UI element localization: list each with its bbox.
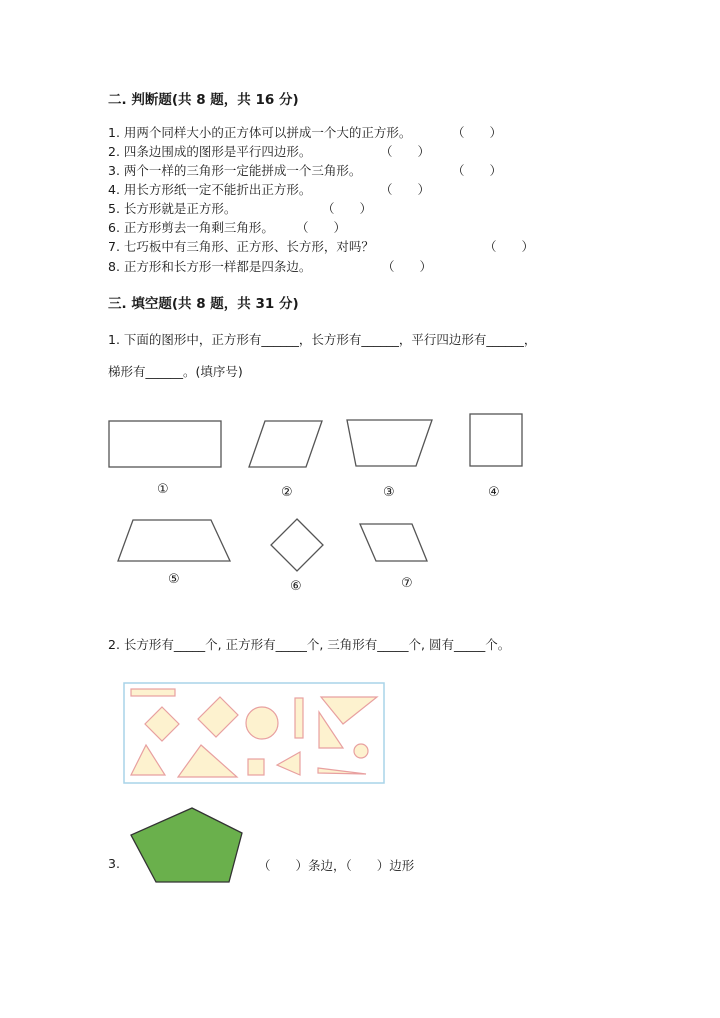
judge-question-6: 6. 正方形剪去一角剩三角形。: [108, 220, 274, 235]
judge-answer-blank-4[interactable]: （ ）: [380, 182, 431, 197]
shape-label-5: ⑤: [168, 572, 180, 587]
shape-label-3: ③: [383, 485, 395, 500]
fill-question-1-line1: 1. 下面的图形中，正方形有______，长方形有______，平行四边形有______，: [108, 332, 537, 347]
shape-3-trapezoid: [347, 420, 432, 466]
judge-question-2: 2. 四条边围成的图形是平行四边形。: [108, 144, 312, 159]
fill-question-1-line2: 梯形有______。(填序号): [108, 364, 243, 379]
count-square-small: [248, 759, 264, 775]
count-rectangle-vertical: [295, 698, 303, 738]
count-triangle-thin: [318, 768, 366, 774]
fill-question-3-number: 3.: [108, 856, 120, 871]
shape-2-parallelogram: [249, 421, 322, 467]
shape-label-2: ②: [281, 485, 293, 500]
judge-question-7: 7. 七巧板中有三角形、正方形、长方形，对吗？: [108, 239, 374, 254]
count-square-tilted: [198, 697, 238, 737]
shape-6-rotated-square: [271, 519, 323, 571]
shape-label-4: ④: [488, 485, 500, 500]
section2-heading: 二. 判断题(共 8 题，共 16 分): [108, 92, 299, 108]
count-square-diamond: [145, 707, 179, 741]
shape-5-trapezoid: [118, 520, 230, 561]
judge-answer-blank-1[interactable]: （ ）: [452, 125, 503, 140]
judge-answer-blank-3[interactable]: （ ）: [452, 163, 503, 178]
judge-question-5: 5. 长方形就是正方形。: [108, 201, 237, 216]
count-triangle-left: [131, 745, 165, 775]
judge-answer-blank-2[interactable]: （ ）: [380, 144, 431, 159]
shape-7-parallelogram: [360, 524, 427, 561]
fill-question-3-text: （ ）条边，（ ）边形: [258, 858, 415, 873]
judge-question-8: 8. 正方形和长方形一样都是四条边。: [108, 259, 312, 274]
judge-question-1: 1. 用两个同样大小的正方体可以拼成一个大的正方形。: [108, 125, 412, 140]
section3-heading: 三. 填空题(共 8 题，共 31 分): [108, 296, 299, 312]
count-triangle-wide: [178, 745, 237, 777]
count-frame: [124, 683, 384, 783]
judge-answer-blank-8[interactable]: （ ）: [382, 259, 433, 274]
shape-4-square: [470, 414, 522, 466]
judge-answer-blank-5[interactable]: （ ）: [322, 201, 373, 216]
shape-label-7: ⑦: [401, 576, 413, 591]
shape-label-1: ①: [157, 482, 169, 497]
fill-question-2: 2. 长方形有_____个, 正方形有_____个, 三角形有_____个, 圆有_____个。: [108, 637, 511, 652]
pentagon-shape: [131, 808, 242, 882]
count-circle-small: [354, 744, 368, 758]
shape-label-6: ⑥: [290, 579, 302, 594]
shape-1-rectangle: [109, 421, 221, 467]
judge-answer-blank-6[interactable]: （ ）: [296, 220, 347, 235]
count-triangle-top: [321, 697, 377, 724]
count-rectangle-top: [131, 689, 175, 696]
count-triangle-tall: [319, 712, 343, 748]
judge-question-4: 4. 用长方形纸一定不能折出正方形。: [108, 182, 312, 197]
count-triangle-right: [277, 752, 300, 775]
count-circle-large: [246, 707, 278, 739]
judge-answer-blank-7[interactable]: （ ）: [484, 239, 535, 254]
judge-question-3: 3. 两个一样的三角形一定能拼成一个三角形。: [108, 163, 362, 178]
